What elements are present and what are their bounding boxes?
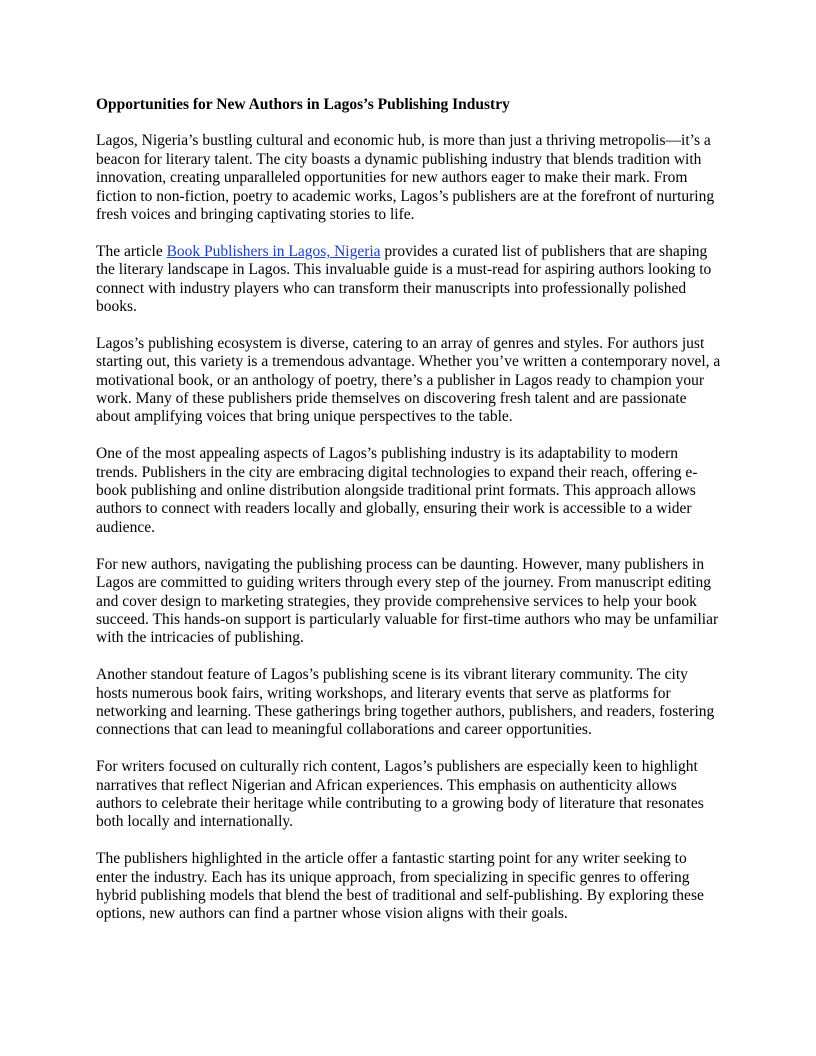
paragraph-conclusion: The publishers highlighted in the article offer a fantastic starting point for any writer seeking to enter the industry. Each has its unique approach, from specializing in specific genres to offering hybrid publishing models that blend the best of traditional and self-publishing. By exploring these options, new authors can find a partner whose vision aligns with their goals. bbox=[96, 850, 704, 923]
paragraph-article-reference bbox=[96, 243, 721, 317]
document-title: Opportunities for New Authors in Lagos’s Publishing Industry bbox=[96, 96, 510, 113]
document-page bbox=[96, 96, 721, 942]
book-publishers-link[interactable]: Book Publishers in Lagos, Nigeria bbox=[166, 242, 381, 260]
paragraph-literary-community: Another standout feature of Lagos’s publishing scene is its vibrant literary community. The city hosts numerous book fairs, writing workshops, and literary events that serve as platforms for networking and learning. These gatherings bring together authors, publishers, and readers, fostering connections that can lead to meaningful collaborations and career opportunities. bbox=[96, 666, 715, 739]
paragraph-digital-trends: One of the most appealing aspects of Lagos’s publishing industry is its adaptability to modern trends. Publishers in the city are embracing digital technologies to expand their reach, offering e-book publishing and online distribution alongside traditional print formats. This approach allows authors to connect with readers locally and globally, ensuring their work is accessible to a wider audience. bbox=[96, 445, 698, 536]
paragraph-text-after-link: provides a curated list of publishers that are shaping the literary landscape in Lagos. This invaluable guide is a must-read for aspiring authors looking to connect with industry players who can transform their manuscripts into professionally polished books. bbox=[96, 242, 712, 316]
paragraph-ecosystem: Lagos’s publishing ecosystem is diverse, catering to an array of genres and styles. For authors just starting out, this variety is a tremendous advantage. Whether you’ve written a contemporary novel, a motivational book, or an anthology of poetry, there’s a publisher in Lagos ready to champion your work. Many of these publishers pride themselves on discovering fresh talent and are passionate about amplifying voices that bring unique perspectives to the table. bbox=[96, 334, 721, 426]
paragraph-text-before-link: The article bbox=[96, 242, 167, 260]
paragraph-publishing-process: For new authors, navigating the publishing process can be daunting. However, many publishers in Lagos are committed to guiding writers through every step of the journey. From manuscript editing and cover design to marketing strategies, they provide comprehensive services to help your book succeed. This hands-on support is particularly valuable for first-time authors who may be unfamiliar with the intricacies of publishing. bbox=[96, 555, 719, 647]
paragraph-intro: Lagos, Nigeria’s bustling cultural and economic hub, is more than just a thriving metropolis—it’s a beacon for literary talent. The city boasts a dynamic publishing industry that blends tradition with innovation, creating unparalleled opportunities for new authors eager to make their mark. From fiction to non-fiction, poetry to academic works, Lagos’s publishers are at the forefront of nurturing fresh voices and bringing captivating stories to life. bbox=[96, 132, 715, 224]
paragraph-cultural-content: For writers focused on culturally rich content, Lagos’s publishers are especially keen to highlight narratives that reflect Nigerian and African experiences. This emphasis on authenticity allows authors to celebrate their heritage while contributing to a growing body of literature that resonates both locally and internationally. bbox=[96, 758, 704, 831]
